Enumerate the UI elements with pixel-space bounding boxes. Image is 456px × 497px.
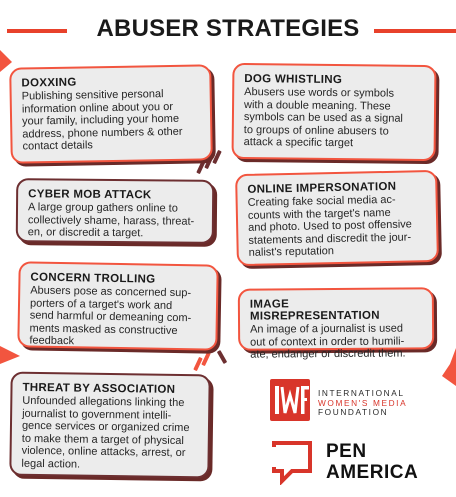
title-rule-right [374,29,456,33]
iwmf-logo [270,379,450,421]
slash-mark [212,150,222,164]
iwmf-wordmark [318,389,407,418]
card-threat-by-association [9,372,210,479]
card-image-misrepresentation [238,287,434,361]
card-online-impersonation [235,170,439,266]
left-accent-icon [0,346,22,366]
iwmf-line3: FOUNDATION [318,407,389,418]
title-rule-left [7,29,67,33]
pen-wordmark [326,441,418,483]
title-bar [0,15,456,45]
card-text: Abusers use words or symbols with a double meaning. These symbols can be used as a signal to groups of online abusers to attack a specific target [243,86,403,150]
card-text: Publishing sensitive personal information online about you or your family, including your home address, phone numbers & other contact details [21,88,183,153]
card-doxxing [9,64,213,164]
corner-accent-icon [0,46,14,74]
card-text: Creating fake social media ac- counts with the target's name and photo. Used to post offensive statements and discredit the jour- nalist's reputation [247,193,412,260]
card-heading: CYBER MOB ATTACK [28,188,152,202]
card-heading: DOXXING [21,76,77,90]
iwmf-mark-icon [270,379,310,421]
card-heading: IMAGE MISREPRESENTATION [249,298,380,323]
card-cyber-mob-attack [16,178,215,244]
card-dog-whistling [232,63,437,161]
slash-mark [201,352,211,366]
iwmf-line2: WOMEN'S MEDIA [318,397,408,408]
card-heading: CONCERN TROLLING [30,271,156,286]
card-heading: DOG WHISTLING [244,73,343,87]
iwmf-line1: INTERNATIONAL [318,388,405,398]
card-heading: ONLINE IMPERSONATION [247,180,397,196]
speech-bubble-icon [270,439,314,485]
slash-mark [217,350,227,364]
card-text: Abusers pose as concerned sup- porters of a target's work and send harmful or demeaning com- ments masked as constructive feedback [29,284,192,348]
card-text: An image of a journalist is used out of context in order to humili- ate, endanger or discredit them. [250,322,406,361]
card-heading: THREAT BY ASSOCIATION [22,381,176,396]
pen-line2: AMERICA [326,462,419,483]
card-concern-trolling [17,261,218,350]
pen-line1: PEN [326,441,367,462]
page-title: ABUSER STRATEGIES [96,15,360,42]
card-text: A large group gathers online to collectively shame, harass, threat- en, or discredit a target. [27,201,195,240]
card-text: Unfounded allegations linking the journalist to government intelli- gence services or organized crime to make them a target of physical violence, online attacks, arrest, or legal action. [21,394,190,471]
pen-america-logo [268,437,448,487]
